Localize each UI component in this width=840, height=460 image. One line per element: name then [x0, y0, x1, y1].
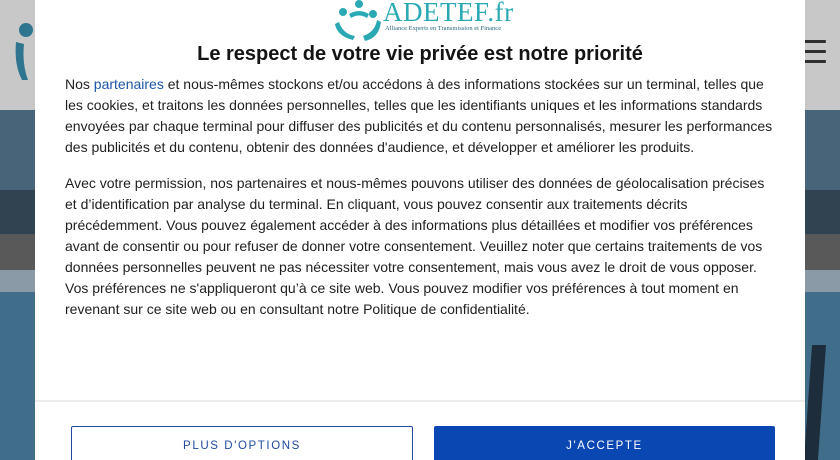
logo-people-icon: [333, 0, 383, 42]
consent-text: [65, 74, 775, 335]
accept-button[interactable]: J'ACCEPTE: [434, 426, 775, 460]
modal-title: Le respect de votre vie privée est notre priorité: [197, 43, 643, 65]
adetef-logo: [333, 0, 513, 42]
logo-brand-text: ADETEF.fr: [383, 0, 514, 27]
paragraph-1-prefix: Nos: [65, 76, 94, 92]
partners-link[interactable]: partenaires: [93, 76, 164, 92]
paragraph-1-body: et nous-mêmes stockons et/ou accédons à des informations stockées sur un terminal, telles que les cookies, et traitons les données personnelles, telles que les identifiants uniques et les informations standards envoyées par chaque terminal pour diffuser des publicités et du contenu personnalisés, mesurer les performances des publicités et du contenu, obtenir des données d'audience, et développer et améliorer les produits.: [65, 76, 773, 155]
footer-divider: [35, 400, 805, 402]
more-options-button[interactable]: PLUS D'OPTIONS: [71, 426, 413, 460]
consent-modal: [35, 0, 805, 460]
logo-tagline: Alliance Experts en Transmission et Finance: [385, 25, 502, 32]
consent-paragraph-2: Avec votre permission, nos partenaires et nous-mêmes pouvons utiliser des données de géolocalisation précises et d’identification par analyse du terminal. En cliquant, vous pouvez consentir aux traitements décrits précédemment. Vous pouvez également accéder à des informations plus détaillées et modifier vos préférences avant de consentir ou pour refuser de donner votre consentement. Veuillez noter que certains traitements de vos données personnelles peuvent ne pas nécessiter votre consentement, mais vous avez le droit de vous opposer. Vos préférences ne s'appliqueront qu’à ce site web. Vous pouvez modifier vos préférences à tout moment en revenant sur ce site web ou en consultant notre Politique de confidentialité.: [65, 175, 765, 317]
consent-paragraph-1: [65, 74, 775, 158]
